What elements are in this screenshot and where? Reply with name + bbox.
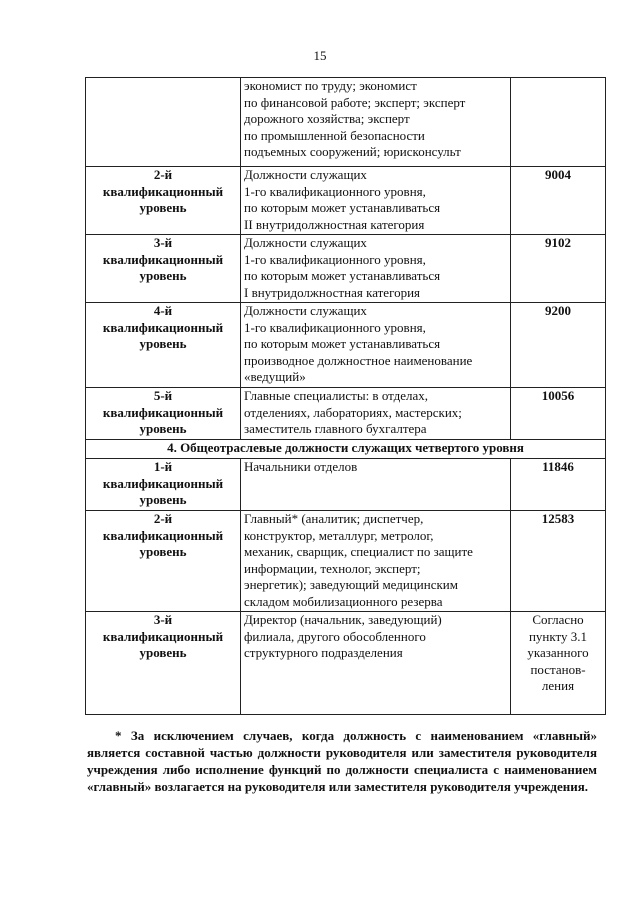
table-row bbox=[86, 459, 606, 511]
positions-cell: Должности служащих 1-го квалификационного уровня, по которым может устанавливаться I внутридолжностная категория bbox=[241, 235, 511, 303]
footnote: * За исключением случаев, когда должность с наименованием «главный» является составной частью должности руководителя или заместителя руководителя учреждения либо исполнение функций по должности специалиста с наименованием «главный» возлагается на руководителя или заместителя руководителя учреждения. bbox=[87, 728, 597, 794]
positions-cell: Директор (начальник, заведующий) филиала, другого обособленного структурного подразделения bbox=[241, 612, 511, 715]
qualification-level-cell: 4-й квалификационный уровень bbox=[86, 303, 241, 388]
section-heading-row bbox=[86, 440, 606, 459]
salary-cell: 9200 bbox=[511, 303, 606, 388]
qualification-level-cell: 5-й квалификационный уровень bbox=[86, 388, 241, 440]
positions-cell: Должности служащих 1-го квалификационного уровня, по которым может устанавливаться II внутридолжностная категория bbox=[241, 167, 511, 235]
table-row bbox=[86, 235, 606, 303]
salary-cell: 10056 bbox=[511, 388, 606, 440]
qualification-level-cell: 3-й квалификационный уровень bbox=[86, 235, 241, 303]
positions-cell: экономист по труду; экономист по финансовой работе; эксперт; эксперт дорожного хозяйства; эксперт по промышленной безопасности подъемных сооружений; юрисконсульт bbox=[241, 78, 511, 167]
positions-cell: Главные специалисты: в отделах, отделениях, лабораториях, мастерских; заместитель главного бухгалтера bbox=[241, 388, 511, 440]
section-title: 4. Общеотраслевые должности служащих четвертого уровня bbox=[86, 440, 606, 459]
table-row bbox=[86, 388, 606, 440]
qualification-table bbox=[85, 77, 606, 715]
salary-cell: 9102 bbox=[511, 235, 606, 303]
salary-cell: Согласно пункту 3.1 указанного постанов- ления bbox=[511, 612, 606, 715]
qualification-level-cell bbox=[86, 78, 241, 167]
table-row bbox=[86, 167, 606, 235]
salary-cell: 12583 bbox=[511, 511, 606, 612]
qualification-level-cell: 2-й квалификационный уровень bbox=[86, 511, 241, 612]
qualification-level-cell: 1-й квалификационный уровень bbox=[86, 459, 241, 511]
positions-cell: Главный* (аналитик; диспетчер, конструктор, металлург, метролог, механик, сварщик, специалист по защите информации, технолог, эксперт; энергетик); заведующий медицинским складом мобилизационного резерва bbox=[241, 511, 511, 612]
salary-cell: 11846 bbox=[511, 459, 606, 511]
page-number: 15 bbox=[313, 48, 327, 63]
qualification-level-cell: 2-й квалификационный уровень bbox=[86, 167, 241, 235]
positions-cell: Начальники отделов bbox=[241, 459, 511, 511]
salary-cell bbox=[511, 78, 606, 167]
table-row bbox=[86, 511, 606, 612]
table-row bbox=[86, 303, 606, 388]
salary-cell: 9004 bbox=[511, 167, 606, 235]
positions-cell: Должности служащих 1-го квалификационного уровня, по которым может устанавливаться производное должностное наименование «ведущий» bbox=[241, 303, 511, 388]
qualification-level-cell: 3-й квалификационный уровень bbox=[86, 612, 241, 715]
table-row bbox=[86, 78, 606, 167]
table-row bbox=[86, 612, 606, 715]
